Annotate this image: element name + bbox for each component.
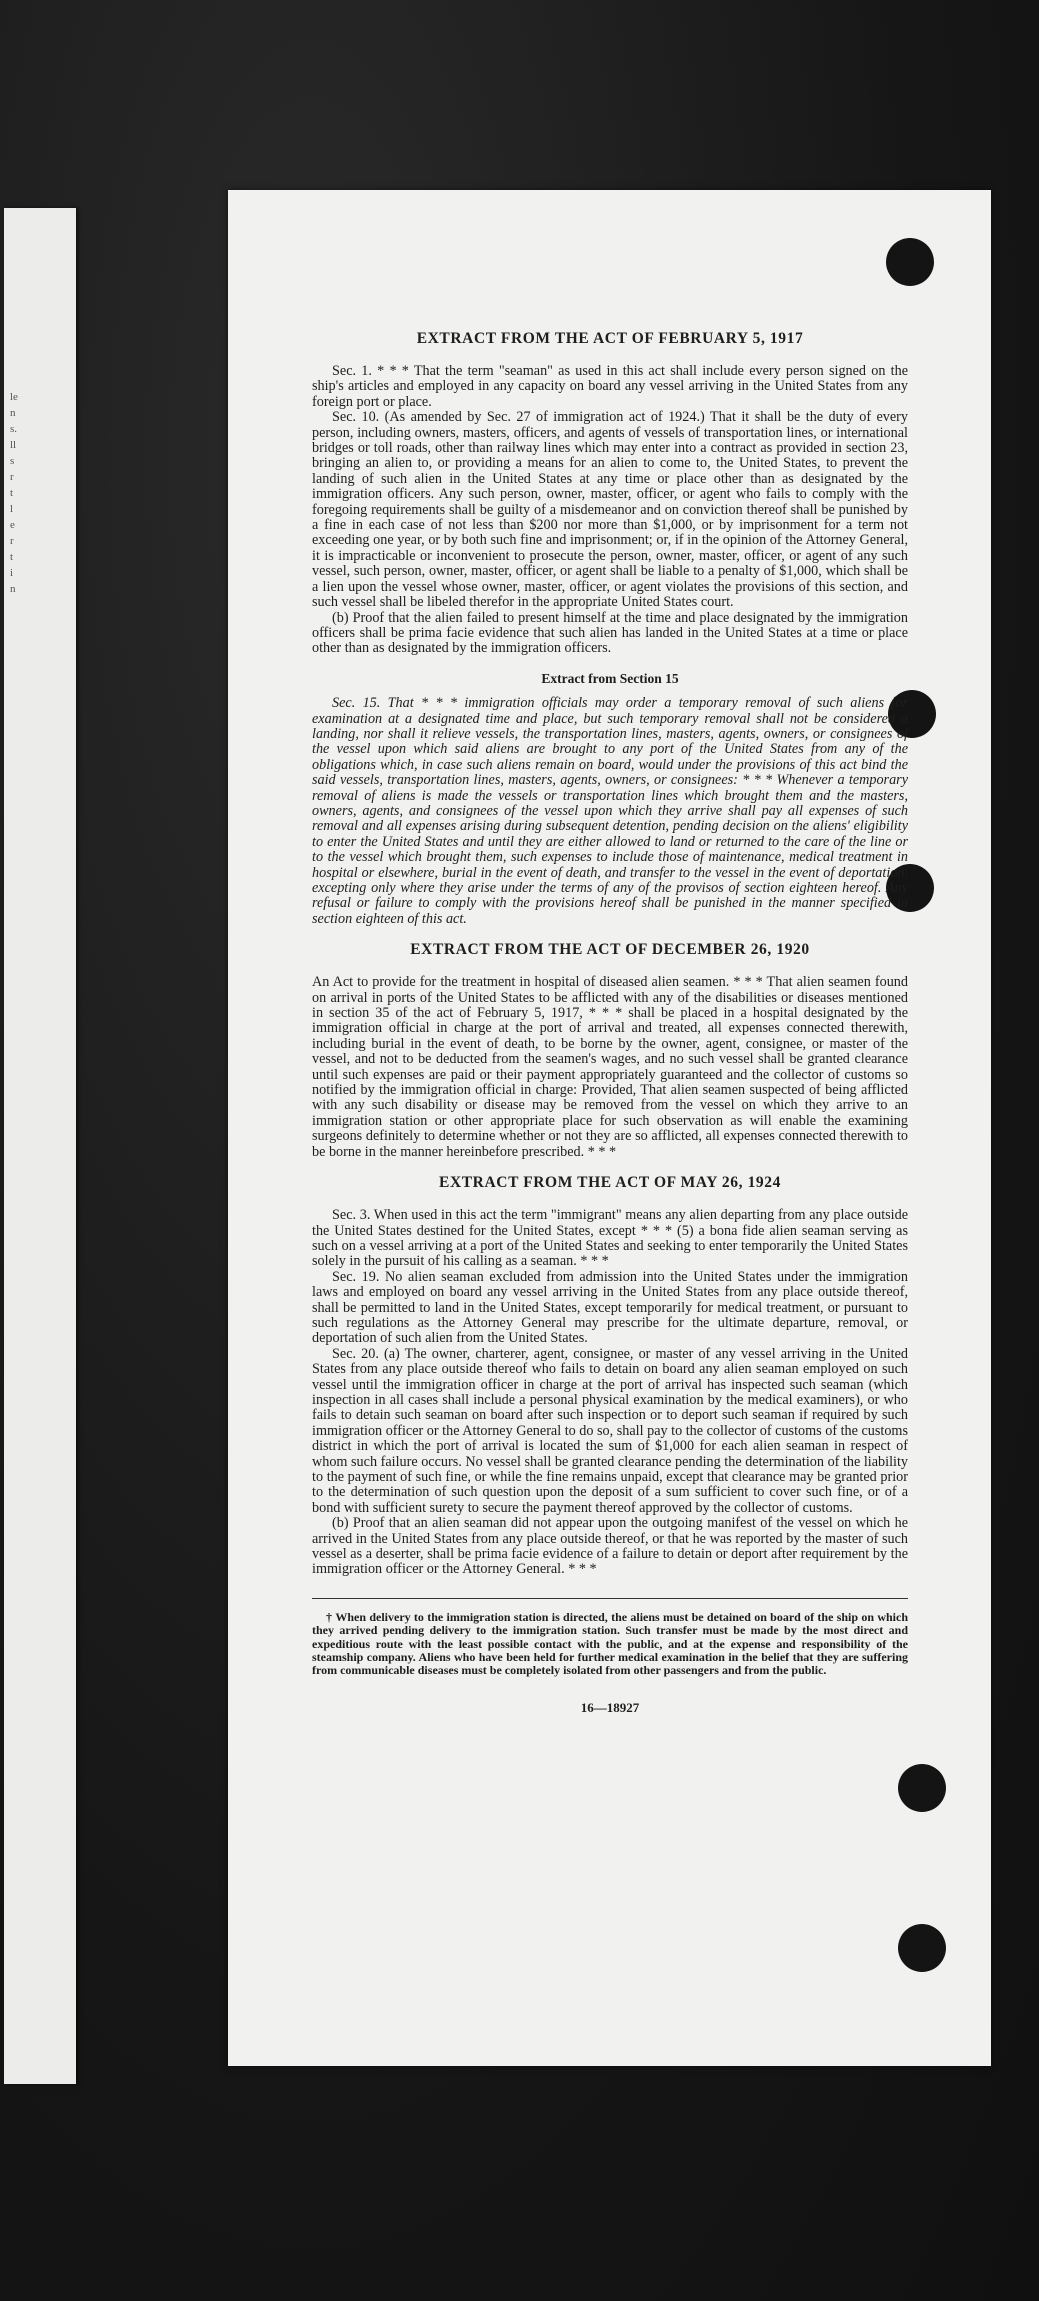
document-content xyxy=(312,330,908,1715)
left-page-fragment: i xyxy=(10,567,14,579)
paragraph-sec-10: Sec. 10. (As amended by Sec. 27 of immigration act of 1924.) That it shall be the duty of every person, including owners, masters, officers, and agents of vessels of transportation lines, or international bridges or toll roads, other than railway lines which may enter into a contract as provided in section 23, bringing an alien to, or providing a means for an alien to come to, the United States, to prevent the landing of such alien in the United States at any time or place other than as designated by the immigration officers. Any such person, owner, master, officer, or agent who fails to comply with the foregoing requirements shall be guilty of a misdemeanor and on conviction thereof shall be punished by a fine in each case of not less than $200 nor more than $1,000, or by imprisonment for a term not exceeding one year, or by both such fine and imprisonment; or, if in the opinion of the Attorney General, it is impracticable or inconvenient to prosecute the person, owner, master, officer, or agent of any such vessel, such person, owner, master, officer, or agent shall be liable to a penalty of $1,000, which shall be a lien upon the vessel whose owner, master, officer, or agent violates the provisions of this section, and such vessel shall be libeled therefor in the appropriate United States court. xyxy=(312,409,908,611)
section-heading-1917: EXTRACT FROM THE ACT OF FEBRUARY 5, 1917 xyxy=(416,330,804,347)
paragraph-sec-10b: (b) Proof that the alien failed to present himself at the time and place designated by the immigration officers shall be prima facie evidence that such alien has landed in the United States at a time or place other than as designated by the immigration officers. xyxy=(312,609,908,657)
punch-hole xyxy=(898,1924,946,1972)
paragraph-sec-20b: (b) Proof that an alien seaman did not appear upon the outgoing manifest of the vessel on which he arrived in the United States from any place outside thereof, or that he was reported by the master of such vessel as a deserter, shall be prima facie evidence of a failure to detain or deport after requirement by the immigration officer or the Attorney General. * * * xyxy=(312,1515,908,1578)
left-page-fragment: e xyxy=(10,519,15,531)
left-page-fragment: s. xyxy=(10,423,18,435)
paragraph-sec-19: Sec. 19. No alien seaman excluded from admission into the United States under the immigration laws and employed on board any vessel arriving in the United States from any place outside thereof, shall be permitted to land in the United States, except temporarily for medical treatment, or pursuant to such regulations as the Attorney General may prescribe for the ultimate departure, removal, or deportation of such alien from the United States. xyxy=(312,1268,908,1347)
document-page xyxy=(228,190,991,2066)
left-page-fragment: r xyxy=(10,471,14,483)
left-page-fragment: n xyxy=(10,583,16,595)
section-heading-1924: EXTRACT FROM THE ACT OF MAY 26, 1924 xyxy=(439,1174,781,1192)
paragraph-sec-15: Sec. 15. That * * * immigration officials may order a temporary removal of such aliens for examination at a designated time and place, but such temporary removal shall not be considered a landing, nor shall it relieve vessels, the transportation lines, masters, agents, owners, or consignees of the vessel upon which said aliens are brought to any port of the United States from any of the obligations which, in case such aliens remain on board, would under the provisions of this act bind the said vessels, transportation lines, masters, agents, owners, or consignees: * * * Whenever a temporary removal of aliens is made the vessels or transportation lines which brought them and the masters, owners, agents, and consignees of the vessel upon which they arrive shall pay all expenses of such removal and all expenses arising during subsequent detention, pending decision on the aliens' eligibility to enter the United States and until they are either allowed to land or returned to the care of the line or to the vessel which brought them, such expenses to include those of maintenance, medical treatment in hospital or elsewhere, burial in the event of death, and transfer to the vessel in the event of deportation, excepting only where they arise under the terms of any of the provisos of section eighteen hereof. Any refusal or failure to comply with the provisions hereof shall be punished in the manner specified in section eighteen of this act. xyxy=(312,695,908,927)
paragraph-act-1920: An Act to provide for the treatment in hospital of diseased alien seamen. * * * That alien seamen found on arrival in ports of the United States to be afflicted with any of the disabilities or diseases mentioned in section 35 of the act of February 5, 1917, * * * shall be placed in a hospital designated by the immigration official in charge at the port of arrival and treated, all expenses connected therewith, including burial in the event of death, to be borne by the owner, agent, consignee, or master of the vessel, and not to be deducted from the seamen's wages, and no such vessel shall be granted clearance until such expenses are paid or their payment appropriately guaranteed and the collector of customs so notified by the immigration official in charge: Provided, That alien seamen suspected of being afflicted with any such disability or disease may be removed from the vessel on which they arrive to an immigration station or other appropriate place for such observation as will enable the examining surgeons definitely to determine whether or not they are so afflicted, all expenses connected therewith to be borne in the manner hereinbefore prescribed. * * * xyxy=(312,974,908,1160)
left-page-fragment: ll xyxy=(10,439,17,451)
paragraph-sec-20a: Sec. 20. (a) The owner, charterer, agent, consignee, or master of any vessel arriving in the United States from any place outside thereof who fails to detain on board any alien seaman employed on such vessel until the immigration officer in charge at the port of arrival has inspected such seaman (which inspection in all cases shall include a personal physical examination by the medical examiners), or who fails to detain such seaman on board after such inspection or to deport such seaman if required by such immigration officer or the Attorney General to do so, shall pay to the collector of customs of the customs district in which the port of arrival is located the sum of $1,000 for each alien seaman in respect of whom such failure occurs. No vessel shall be granted clearance pending the determination of the liability to the payment of such fine, or while the fine remains unpaid, except that clearance may be granted prior to the determination of such question upon the deposit of a sum sufficient to cover such fine, or of a bond with sufficient surety to secure the payment thereof approved by the collector of customs. xyxy=(312,1345,908,1516)
adjacent-page-edge xyxy=(4,208,76,2084)
left-page-fragment: t xyxy=(10,551,14,563)
paragraph-sec-3: Sec. 3. When used in this act the term "immigrant" means any alien departing from any place outside the United States destined for the United States, except * * * (5) a bona fide alien seaman serving as such on a vessel arriving at a port of the United States and seeking to enter temporarily the United States solely in the pursuit of his calling as a seaman. * * * xyxy=(312,1207,908,1270)
left-page-fragment: le xyxy=(10,391,18,403)
left-page-fragment: r xyxy=(10,535,14,547)
punch-hole xyxy=(898,1764,946,1812)
left-page-fragment: t xyxy=(10,487,14,499)
paragraph-sec-1: Sec. 1. * * * That the term "seaman" as used in this act shall include every person signed on the ship's articles and employed in any capacity on board any vessel arriving in the United States from any foreign port or place. xyxy=(312,363,908,410)
punch-hole xyxy=(886,238,934,286)
left-page-fragment: n xyxy=(10,407,16,419)
left-page-fragment: l xyxy=(10,503,14,515)
subsection-heading-sec-15: Extract from Section 15 xyxy=(541,670,679,686)
left-page-fragment: s xyxy=(10,455,15,467)
footnote: † When delivery to the immigration station is directed, the aliens must be detained on board of the ship on which they arrived pending delivery to the immigration station. Such transfer must be made by the most direct and expeditious route with the least possible contact with the public, and at the expense and responsibility of the steamship company. Aliens who have been held for further medical examination in the belief that they are suffering from communicable diseases must be completely isolated from other passengers and from the public. xyxy=(312,1609,908,1678)
form-number: 16—18927 xyxy=(580,1699,640,1715)
section-heading-1920: EXTRACT FROM THE ACT OF DECEMBER 26, 1920 xyxy=(410,941,810,959)
footnote-divider xyxy=(312,1598,908,1599)
